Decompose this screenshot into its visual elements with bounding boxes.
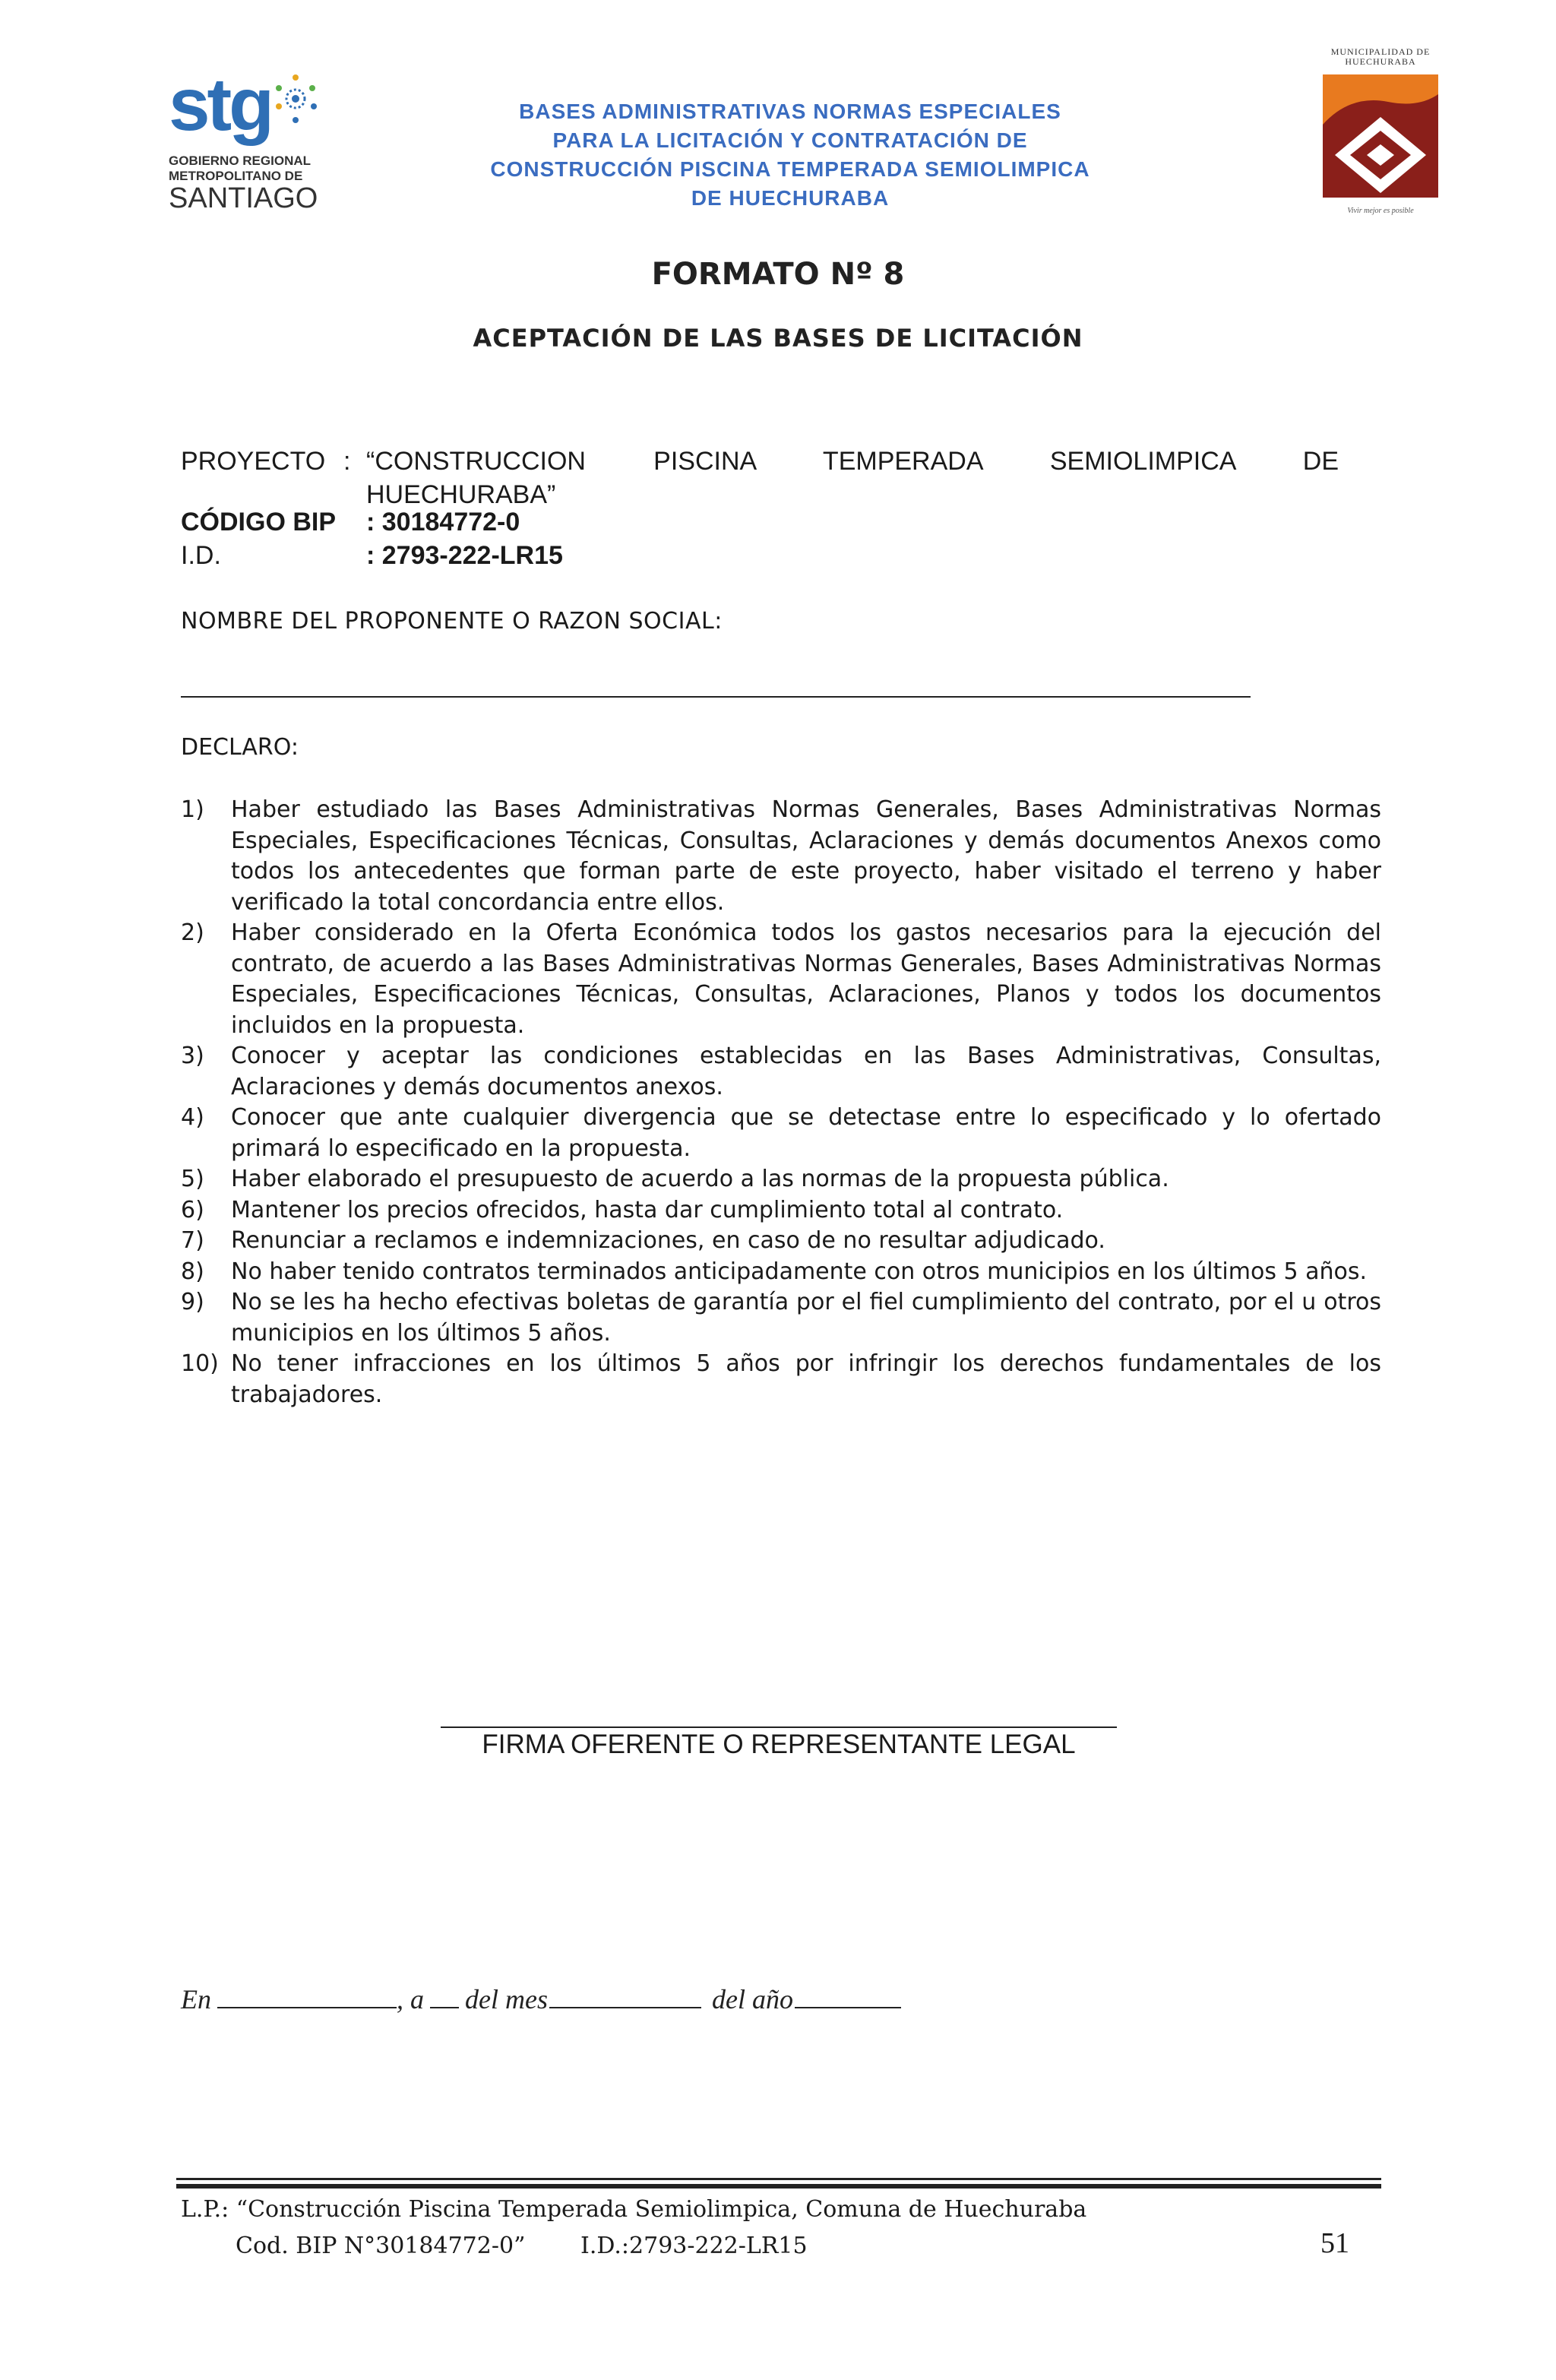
date-line	[181, 1983, 907, 2015]
list-item	[181, 1195, 1381, 1226]
id-value: : 2793-222-LR15	[366, 541, 563, 570]
list-item-text: Conocer que ante cualquier divergencia que se detectase entre lo especificado y lo ofertado primará lo especificado en la propuesta.	[231, 1104, 1381, 1162]
logo-line-3: SANTIAGO	[169, 182, 318, 214]
bip-label: CÓDIGO BIP	[181, 508, 337, 536]
list-item	[181, 918, 1381, 1041]
footer-bip-code: Cod. BIP N°30184772-0”	[236, 2233, 526, 2259]
format-title: FORMATO Nº 8	[651, 257, 905, 292]
page-number: 51	[1320, 2227, 1349, 2259]
list-item-text: Haber estudiado las Bases Administrativas Normas Generales, Bases Administrativas Normas Especiales, Especificaciones Técnicas, Consultas, Aclaraciones y demás documentos Anexos como todos los antecedentes que forman parte de este proyecto, haber visitado el terreno y haber verificado la total concordancia entre ellos.	[231, 796, 1381, 916]
municipalidad-logo	[1316, 47, 1445, 229]
header-line-1: BASES ADMINISTRATIVAS NORMAS ESPECIALES	[519, 100, 1061, 123]
sun-dots-icon	[273, 67, 320, 128]
list-item-text: Haber elaborado el presupuesto de acuerdo a las normas de la propuesta pública.	[231, 1166, 1169, 1192]
project-colon: :	[343, 447, 351, 476]
header-line-2: PARA LA LICITACIÓN Y CONTRATACIÓN DE	[552, 128, 1028, 152]
muni-slogan: Vivir mejor es posible	[1347, 207, 1414, 215]
muni-line-1: MUNICIPALIDAD DE	[1330, 46, 1431, 57]
declarations-list	[181, 795, 1381, 1410]
project-value-continued: HUECHURABA”	[366, 480, 556, 509]
footer-id-code: I.D.:2793-222-LR15	[580, 2233, 808, 2259]
date-en-label: En	[181, 1984, 211, 2014]
document-header-title	[410, 97, 1170, 213]
list-item-number: 8)	[181, 1258, 204, 1285]
list-item-number: 4)	[181, 1104, 204, 1131]
header-line-3: CONSTRUCCIÓN PISCINA TEMPERADA SEMIOLIMPICA	[490, 157, 1090, 181]
list-item	[181, 1103, 1381, 1164]
list-item-number: 9)	[181, 1289, 204, 1315]
declaro-heading: DECLARO:	[181, 734, 299, 761]
header-line-4: DE HUECHURABA	[691, 186, 890, 210]
list-item-number: 1)	[181, 796, 204, 823]
list-item	[181, 795, 1381, 918]
list-item-text: Renunciar a reclamos e indemnizaciones, en caso de no resultar adjudicado.	[231, 1227, 1105, 1254]
list-item	[181, 1041, 1381, 1103]
list-item-number: 5)	[181, 1166, 204, 1192]
date-a-label: , a	[397, 1984, 424, 2014]
list-item-number: 7)	[181, 1227, 204, 1254]
list-item-text: Haber considerado en la Oferta Económica todos los gastos necesarios para la ejecución del contrato, de acuerdo a las Bases Administrativas Normas Generales, Bases Administrativas Normas Especiales, Especificaciones Técnicas, Consultas, Aclaraciones, Planos y todos los documentos incluidos en la propuesta.	[231, 919, 1381, 1039]
list-item-text: Conocer y aceptar las condiciones establecidas en las Bases Administrativas, Consultas, Aclaraciones y demás documentos anexos.	[231, 1043, 1381, 1100]
bip-value: : 30184772-0	[366, 508, 520, 536]
footer-project-name: L.P.: “Construcción Piscina Temperada Semiolimpica, Comuna de Huechuraba	[181, 2196, 1087, 2223]
date-year-label: del año	[711, 1984, 793, 2014]
year-field[interactable]	[795, 1984, 901, 2008]
project-value: “CONSTRUCCION PISCINA TEMPERADA SEMIOLIMPICA DE	[366, 447, 1339, 476]
gobierno-regional-logo	[169, 62, 328, 219]
day-field[interactable]	[430, 1984, 459, 2008]
muni-line-2: HUECHURABA	[1345, 56, 1416, 67]
list-item-text: No haber tenido contratos terminados anticipadamente con otros municipios en los últimos 5 años.	[231, 1258, 1368, 1285]
list-item-text: Mantener los precios ofrecidos, hasta dar cumplimiento total al contrato.	[231, 1196, 1064, 1223]
list-item-number: 10)	[181, 1350, 219, 1377]
list-item-text: No tener infracciones en los últimos 5 años por infringir los derechos fundamentales de los trabajadores.	[231, 1350, 1381, 1408]
document-subtitle: ACEPTACIÓN DE LAS BASES DE LICITACIÓN	[473, 324, 1083, 353]
footer-divider	[176, 2178, 1381, 2180]
footer-divider-thick	[176, 2184, 1381, 2189]
id-label: I.D.	[181, 541, 221, 570]
project-label: PROYECTO	[181, 447, 326, 476]
list-item	[181, 1164, 1381, 1195]
signature-field[interactable]	[441, 1726, 1117, 1728]
list-item-number: 6)	[181, 1196, 204, 1223]
date-month-label: del mes	[465, 1984, 548, 2014]
list-item-text: No se les ha hecho efectivas boletas de garantía por el fiel cumplimiento del contrato, por el u otros municipios en los últimos 5 años.	[231, 1289, 1381, 1347]
list-item-number: 3)	[181, 1043, 204, 1069]
list-item-number: 2)	[181, 919, 204, 946]
list-item	[181, 1226, 1381, 1257]
proponent-label: NOMBRE DEL PROPONENTE O RAZON SOCIAL:	[181, 608, 723, 635]
place-field[interactable]	[217, 1984, 397, 2008]
month-field[interactable]	[549, 1984, 701, 2008]
logo-line-2: METROPOLITANO DE	[169, 169, 303, 183]
signature-label: FIRMA OFERENTE O REPRESENTANTE LEGAL	[482, 1730, 1076, 1759]
proponent-name-field[interactable]	[181, 696, 1251, 698]
list-item	[181, 1257, 1381, 1288]
logo-brand-text: stg	[169, 62, 271, 146]
list-item	[181, 1349, 1381, 1410]
logo-line-1: GOBIERNO REGIONAL	[169, 153, 312, 168]
list-item	[181, 1287, 1381, 1349]
huechuraba-emblem-icon	[1320, 71, 1441, 201]
